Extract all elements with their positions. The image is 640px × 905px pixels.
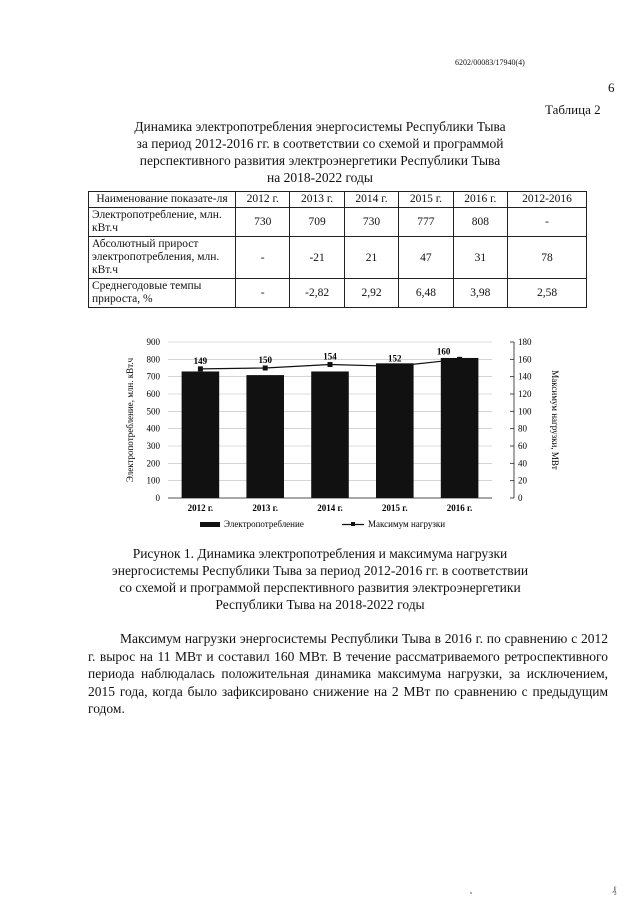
table-cell: - xyxy=(236,279,290,308)
x-tick-label: 2013 г. xyxy=(252,503,278,513)
table-cell: - xyxy=(236,237,290,279)
table-title xyxy=(100,118,540,186)
table-header-row xyxy=(89,192,587,208)
y2-tick-label: 0 xyxy=(518,493,523,503)
table-cell: 78 xyxy=(508,237,587,279)
caption-line: Республики Тыва на 2018-2022 годы xyxy=(215,597,425,612)
data-label: 150 xyxy=(258,355,272,365)
y2-tick-label: 80 xyxy=(518,423,527,434)
table-cell: 31 xyxy=(453,237,507,279)
line-point-5 xyxy=(457,357,462,362)
data-label: 160 xyxy=(436,346,451,357)
table-row xyxy=(89,237,587,279)
figure-caption xyxy=(100,545,540,613)
document-id: 6202/00083/17940(4) xyxy=(455,58,525,67)
table-cell: 47 xyxy=(399,237,453,279)
bar-3 xyxy=(311,371,349,498)
table-cell: 777 xyxy=(399,208,453,237)
title-line: Динамика электропотребления энергосистемы Республики Тыва xyxy=(134,119,506,134)
y2-tick-label: 20 xyxy=(518,475,527,486)
legend-bar-swatch xyxy=(200,522,220,527)
corner-mark: ₰ xyxy=(612,885,617,895)
table-cell: 6,48 xyxy=(399,279,453,308)
table-cell: -21 xyxy=(290,237,344,279)
header-cell: 2012 г. xyxy=(236,192,290,208)
y-tick-label: 200 xyxy=(146,458,160,469)
header-cell-label: Наименование показате-ля xyxy=(89,192,236,208)
x-tick-label: 2015 г. xyxy=(382,503,408,513)
caption-line: энергосистемы Республики Тыва за период 2012-2016 гг. в соответствии xyxy=(111,563,529,578)
legend-line-marker xyxy=(351,522,355,526)
row-label: Электропотребление, млн. кВт.ч xyxy=(89,208,236,237)
y2-tick-label: 40 xyxy=(518,458,527,469)
table-row xyxy=(89,208,587,237)
data-label: 152 xyxy=(388,353,402,364)
header-cell: 2016 г. xyxy=(453,192,507,208)
x-tick-label: 2016 г. xyxy=(446,503,473,513)
x-tick-label: 2014 г. xyxy=(317,503,343,513)
y2-tick-label: 140 xyxy=(518,371,532,382)
data-label: 149 xyxy=(193,355,208,366)
consumption-chart xyxy=(120,328,560,536)
title-line: на 2018-2022 годы xyxy=(267,170,373,185)
header-cell: 2012-2016 xyxy=(508,192,587,208)
line-point-1 xyxy=(198,366,203,371)
caption-line: Рисунок 1. Динамика электропотребления и максимума нагрузки xyxy=(132,546,508,561)
legend-label: Максимум нагрузки xyxy=(368,519,446,529)
table-cell: 2,92 xyxy=(344,279,398,308)
table-cell: 21 xyxy=(344,237,398,279)
y2-tick-label: 160 xyxy=(518,354,532,365)
header-cell: 2013 г. xyxy=(290,192,344,208)
table-cell: 730 xyxy=(236,208,290,237)
y-tick-label: 600 xyxy=(146,389,160,399)
y-tick-label: 900 xyxy=(146,337,160,347)
line-point-3 xyxy=(328,362,333,367)
table-cell: 709 xyxy=(290,208,344,237)
table-cell: 3,98 xyxy=(453,279,507,308)
page-number: 6 xyxy=(608,80,615,95)
consumption-table xyxy=(88,191,587,308)
table-cell: -2,82 xyxy=(290,279,344,308)
y2-tick-label: 180 xyxy=(518,337,532,347)
bar-4 xyxy=(376,363,414,498)
caption-line: со схемой и программой перспективного развития электроэнергетики xyxy=(119,580,521,595)
title-line: за период 2012-2016 гг. в соответствии со схемой и программой xyxy=(136,136,504,151)
y-tick-label: 0 xyxy=(155,493,160,503)
legend-label: Электропотребление xyxy=(224,519,304,529)
table-cell: 2,58 xyxy=(508,279,587,308)
y-tick-label: 700 xyxy=(146,371,160,382)
table-label: Таблица 2 xyxy=(545,102,601,117)
data-label: 154 xyxy=(323,351,337,362)
header-cell: 2015 г. xyxy=(399,192,453,208)
x-tick-label: 2012 г. xyxy=(187,503,214,513)
y2-tick-label: 100 xyxy=(518,406,532,417)
bar-1 xyxy=(182,371,220,498)
y-tick-label: 300 xyxy=(146,441,160,451)
header-cell: 2014 г. xyxy=(344,192,398,208)
table-cell: - xyxy=(508,208,587,237)
table-cell: 808 xyxy=(453,208,507,237)
y2-tick-label: 60 xyxy=(518,441,527,451)
y-tick-label: 400 xyxy=(146,423,160,434)
bar-5 xyxy=(441,358,479,498)
y2-tick-label: 120 xyxy=(518,389,532,399)
line-point-4 xyxy=(392,364,397,369)
scan-speck xyxy=(470,892,472,894)
table-row xyxy=(89,279,587,308)
line-point-2 xyxy=(263,366,268,371)
y-tick-label: 500 xyxy=(146,406,160,417)
y2-axis-title: Максимум нагрузки, МВт xyxy=(550,370,560,470)
body-paragraph: Максимум нагрузки энергосистемы Республики Тыва в 2016 г. по сравнению с 2012 г. вырос на 11 МВт и составил 160 МВт. В течение рассматриваемого ретроспективного периода наблюдалась положительная динамика максимума нагрузки, за исключением, 2015 года, когда было зафиксировано снижение на 2 МВт по сравнению с предыдущим годом. xyxy=(88,631,608,716)
title-line: перспективного развития электроэнергетики Республики Тыва xyxy=(139,153,501,168)
y-tick-label: 100 xyxy=(146,475,160,486)
row-label: Абсолютный прирост электропотребления, млн. кВт.ч xyxy=(89,237,236,279)
row-label: Среднегодовые темпы прироста, % xyxy=(89,279,236,308)
y-axis-title: Электропотребление, млн. кВт.ч xyxy=(125,357,135,483)
table-cell: 730 xyxy=(344,208,398,237)
y-tick-label: 800 xyxy=(146,354,160,365)
bar-2 xyxy=(246,375,284,498)
